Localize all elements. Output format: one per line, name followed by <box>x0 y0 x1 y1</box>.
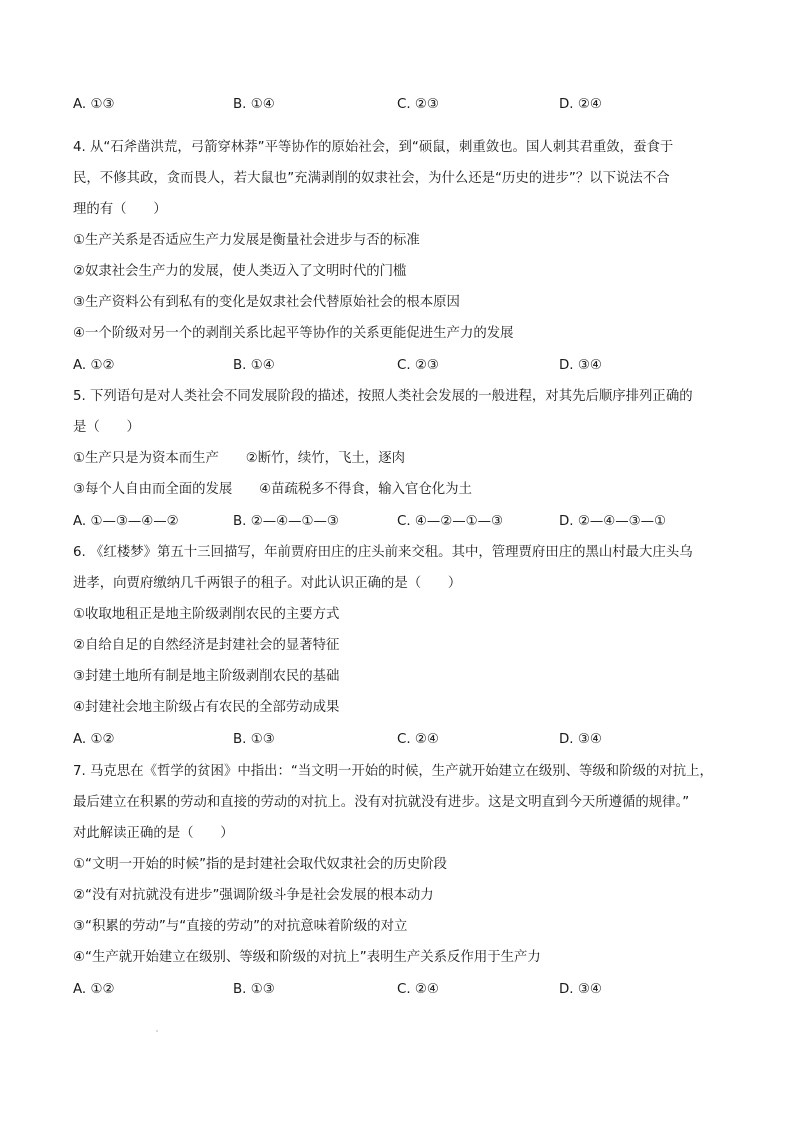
statement-3: ③生产资料公有到私有的变化是奴隶社会代替原始社会的根本原因 <box>73 295 460 310</box>
question-stem-line: 进孝，向贾府缴纳几千两银子的租子。对此认识正确的是（ ） <box>73 576 462 591</box>
question-stem-line: 5. 下列语句是对人类社会不同发展阶段的描述，按照人类社会发展的一般进程，对其先后顺序排列正确的 <box>73 389 693 404</box>
option-d[interactable]: D. ②④ <box>559 97 602 112</box>
option-a[interactable]: A. ①—③—④—② <box>73 514 179 529</box>
statement-4: ④“生产就开始建立在级别、等级和阶级的对抗上”表明生产关系反作用于生产力 <box>73 950 541 965</box>
question-stem-line: 7. 马克思在《哲学的贫困》中指出：“当文明一开始的时候，生产就开始建立在级别、等级和阶级的对抗上， <box>73 764 713 779</box>
option-a[interactable]: A. ①② <box>73 358 115 373</box>
scan-speck <box>156 1030 158 1032</box>
option-d[interactable]: D. ②—④—③—① <box>559 514 667 529</box>
option-b[interactable]: B. ①④ <box>233 358 275 373</box>
question-3-options <box>73 95 713 115</box>
statement-1: ①“文明一开始的时候”指的是封建社会取代奴隶社会的历史阶段 <box>73 857 448 872</box>
option-a[interactable]: A. ①② <box>73 982 115 997</box>
option-c[interactable]: C. ②④ <box>397 732 439 747</box>
question-stem-line: 最后建立在积累的劳动和直接的劳动的对抗上。没有对抗就没有进步。这是文明直到今天所遵循的规律。” <box>73 795 690 810</box>
statement-4: ④一个阶级对另一个的剥削关系比起平等协作的关系更能促进生产力的发展 <box>73 326 514 341</box>
statement-2: ②自给自足的自然经济是封建社会的显著特征 <box>73 638 340 653</box>
option-a[interactable]: A. ①② <box>73 732 115 747</box>
statement-4: ④封建社会地主阶级占有农民的全部劳动成果 <box>73 700 340 715</box>
option-d[interactable]: D. ③④ <box>559 982 602 997</box>
option-b[interactable]: B. ①③ <box>233 982 275 997</box>
question-stem-line: 民，不修其政，贪而畏人，若大鼠也”充满剥削的奴隶社会，为什么还是“历史的进步”？以下说法不合 <box>73 171 670 186</box>
statement-3-4: ③每个人自由而全面的发展 ④苗疏税多不得食，输入官仓化为土 <box>73 482 472 497</box>
question-4-options <box>73 356 713 376</box>
question-stem-line: 是（ ） <box>73 420 140 435</box>
statement-2: ②奴隶社会生产力的发展，使人类迈入了文明时代的门槛 <box>73 264 407 279</box>
option-c[interactable]: C. ④—②—①—③ <box>397 514 504 529</box>
question-stem-line: 4. 从“石斧凿洪荒，弓箭穿林莽”平等协作的原始社会，到“硕鼠，刺重敛也。国人刺其君重敛，蚕食于 <box>73 140 674 155</box>
question-5-options <box>73 512 713 532</box>
statement-3: ③“积累的劳动”与“直接的劳动”的对抗意味着阶级的对立 <box>73 919 408 934</box>
question-7-options <box>73 980 713 1000</box>
question-stem-line: 6. 《红楼梦》第五十三回描写，年前贾府田庄的庄头前来交租。其中，管理贾府田庄的黑山村最大庄头乌 <box>73 545 693 560</box>
statement-2: ②“没有对抗就没有进步”强调阶级斗争是社会发展的根本动力 <box>73 888 434 903</box>
question-stem-line: 理的有（ ） <box>73 202 167 217</box>
option-c[interactable]: C. ②④ <box>397 982 439 997</box>
statement-1-2: ①生产只是为资本而生产 ②断竹，续竹，飞土，逐肉 <box>73 451 405 466</box>
option-c[interactable]: C. ②③ <box>397 97 439 112</box>
question-6-options <box>73 730 713 750</box>
option-b[interactable]: B. ②—④—①—③ <box>233 514 339 529</box>
option-b[interactable]: B. ①④ <box>233 97 275 112</box>
option-c[interactable]: C. ②③ <box>397 358 439 373</box>
statement-1: ①生产关系是否适应生产力发展是衡量社会进步与否的标准 <box>73 233 420 248</box>
option-b[interactable]: B. ①③ <box>233 732 275 747</box>
statement-3: ③封建土地所有制是地主阶级剥削农民的基础 <box>73 669 340 684</box>
option-a[interactable]: A. ①③ <box>73 97 115 112</box>
statement-1: ①收取地租正是地主阶级剥削农民的主要方式 <box>73 607 340 622</box>
option-d[interactable]: D. ③④ <box>559 358 602 373</box>
question-stem-line: 对此解读正确的是（ ） <box>73 826 234 841</box>
option-d[interactable]: D. ③④ <box>559 732 602 747</box>
